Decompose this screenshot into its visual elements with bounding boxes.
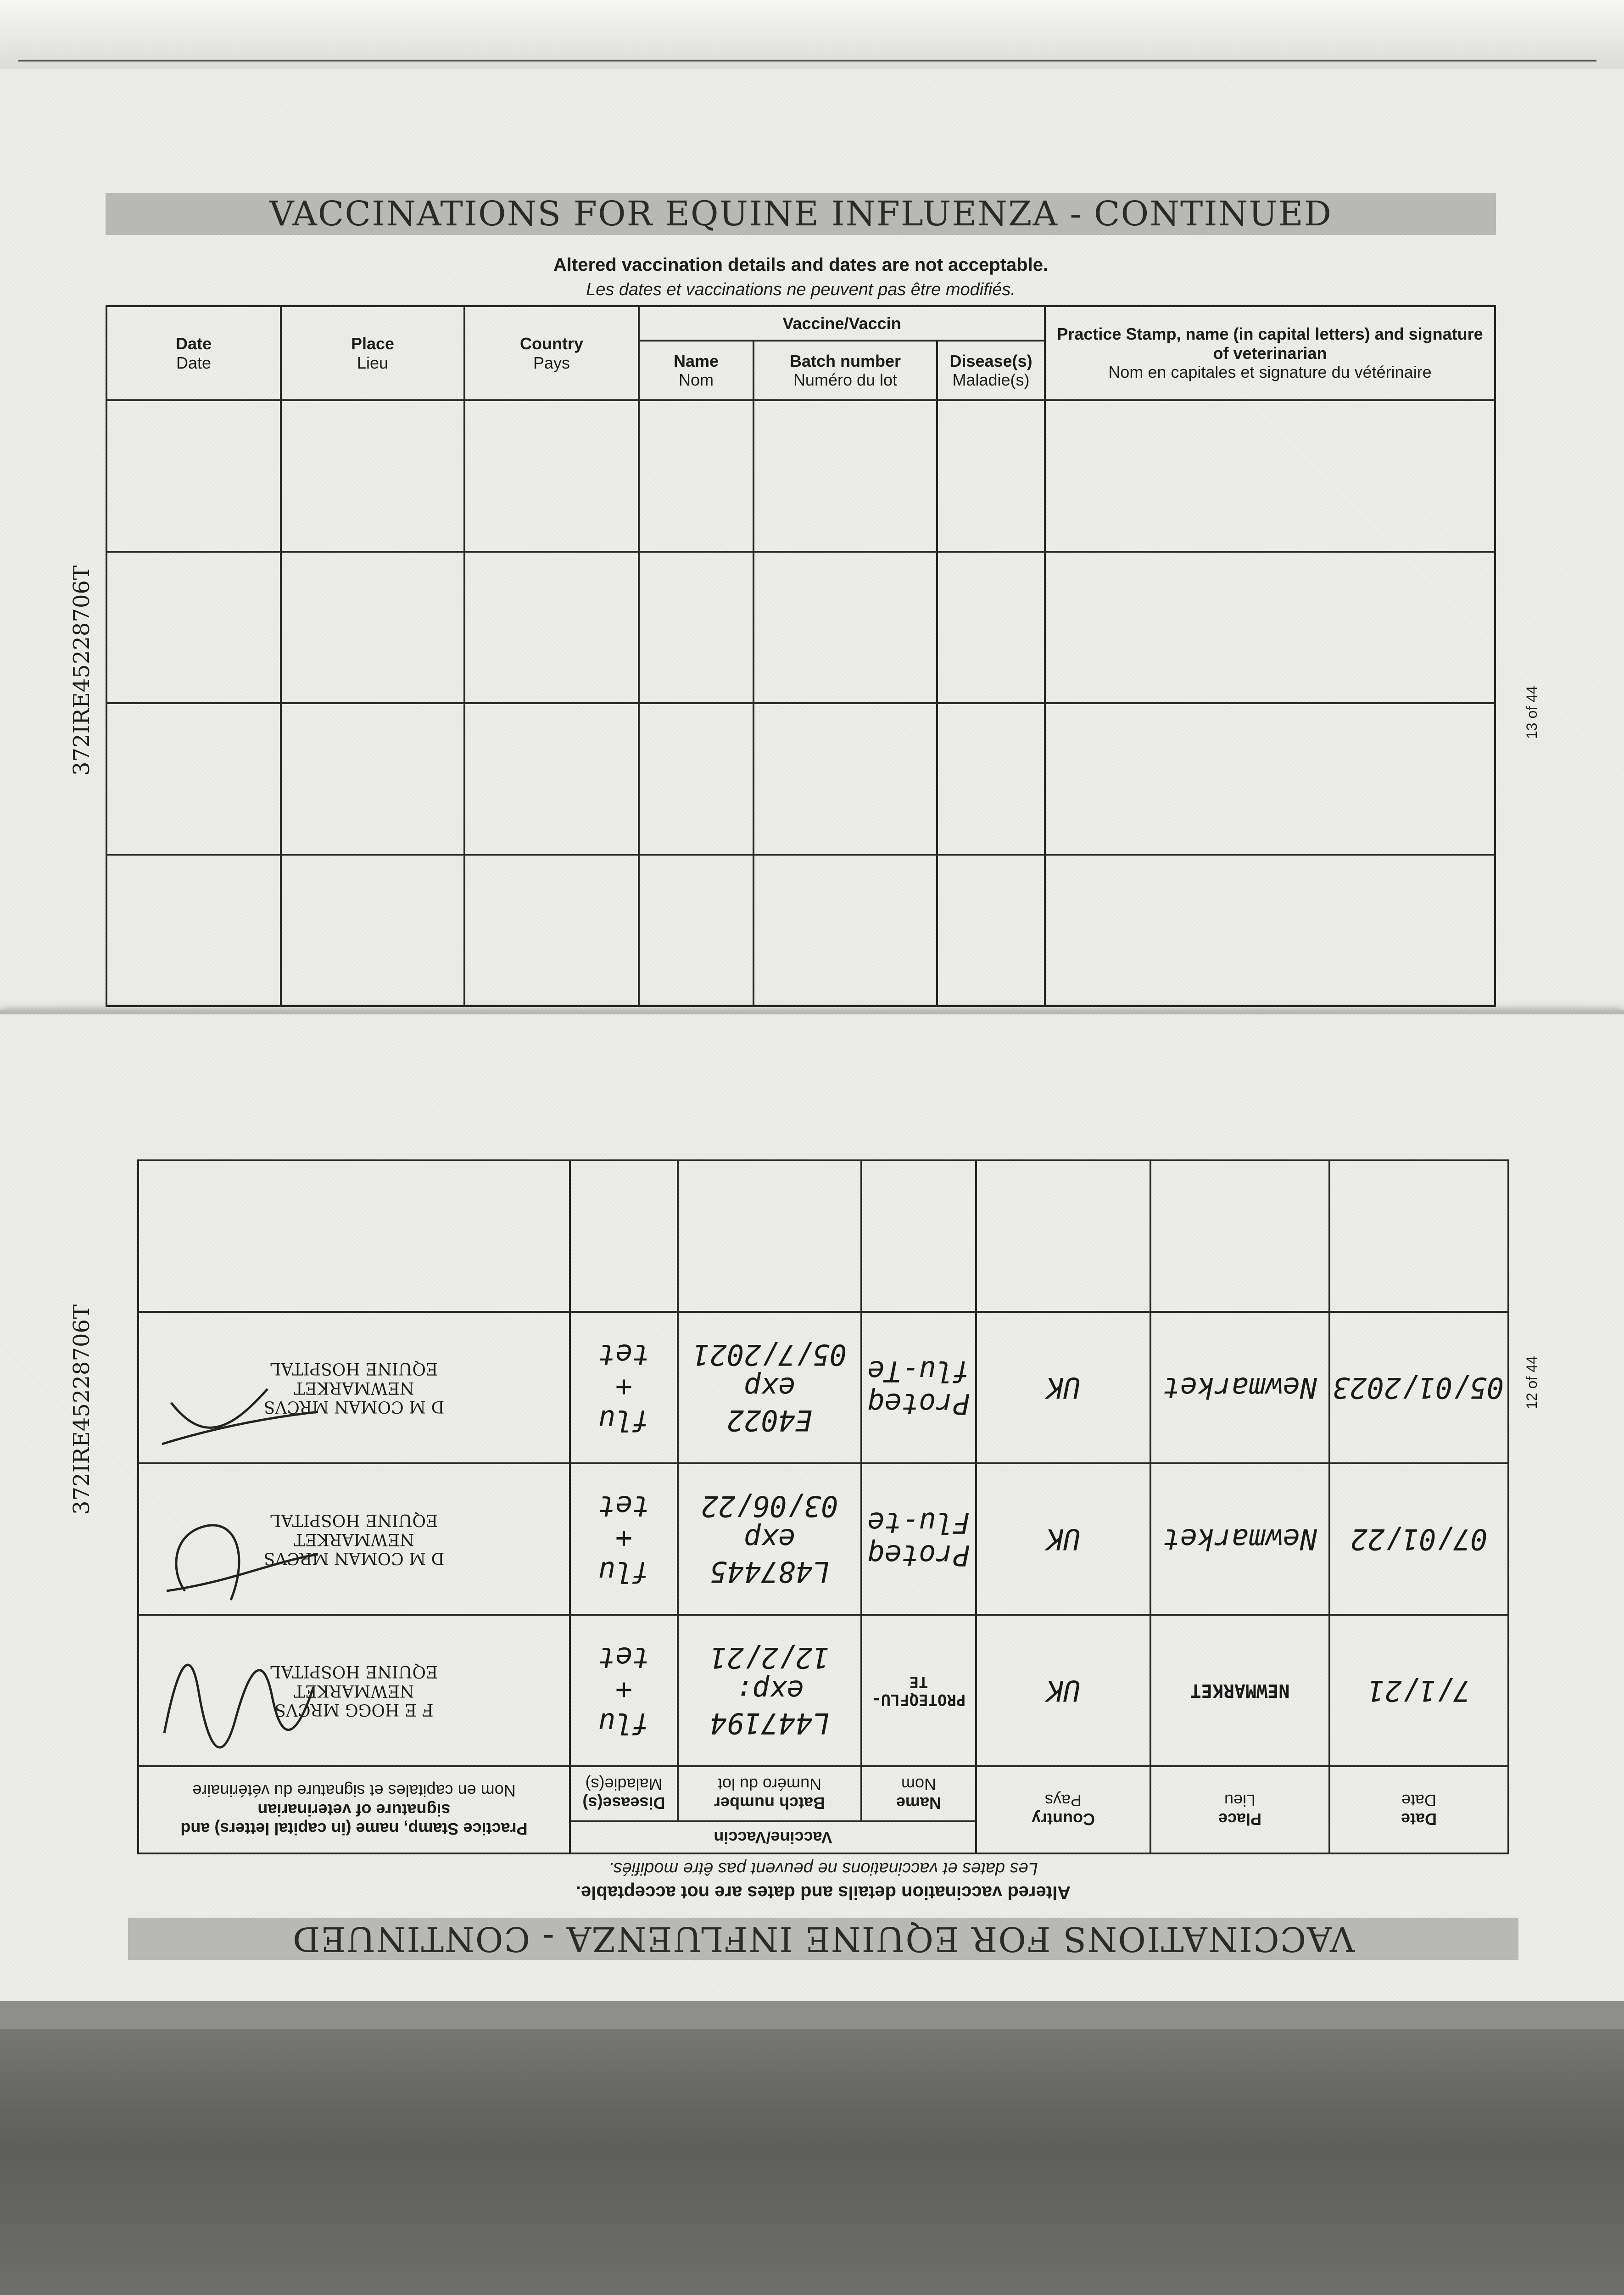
cell-vet-stamp: D M COMAN MRCVS NEWMARKET EQUINE HOSPITAL — [138, 1312, 570, 1463]
notice-en: Altered vaccination details and dates are not acceptable. — [553, 255, 1049, 275]
cell-disease: flu + tet — [570, 1615, 678, 1766]
notice-en-lower: Altered vaccination details and dates are not acceptable. — [575, 1882, 1071, 1903]
cell-name: Proteq flu-Te — [861, 1312, 976, 1463]
cell-vet-stamp: D M COMAN MRCVS NEWMARKET EQUINE HOSPITAL — [138, 1463, 570, 1615]
scan-edge-band — [0, 2001, 1624, 2029]
passport-number-upper: 372IRE45228706T — [69, 565, 95, 776]
header-disease: Disease(s) Maladie(s) — [937, 341, 1045, 400]
cell-place: Newmarket — [1150, 1463, 1329, 1615]
page-title: VACCINATIONS FOR EQUINE INFLUENZA - CONTINUED — [106, 193, 1496, 235]
table-row — [138, 1312, 1508, 1463]
header-name: Name Nom — [639, 341, 753, 400]
header-vaccine-group: Vaccine/Vaccin — [570, 1821, 976, 1853]
page-title-lower: VACCINATIONS FOR EQUINE INFLUENZA - CONTINUED — [128, 1918, 1518, 1960]
table-row — [138, 1615, 1508, 1766]
header-batch: Batch number Numéro du lot — [753, 341, 937, 400]
header-vaccine-group: Vaccine/Vaccin — [639, 306, 1045, 341]
passport-number-lower: 372IRE45228706T — [69, 1304, 95, 1515]
table-row — [138, 1463, 1508, 1615]
scan-rule — [18, 60, 1596, 62]
cell-place: NEWMARKET — [1150, 1615, 1329, 1766]
header-name: Name Nom — [861, 1766, 976, 1821]
page-label-lower: 12 of 44 — [1524, 1356, 1540, 1409]
cell-country: UK — [976, 1615, 1150, 1766]
passport-page-13 — [0, 69, 1624, 1014]
cell-country: UK — [976, 1463, 1150, 1615]
header-disease: Disease(s) Maladie(s) — [570, 1766, 678, 1821]
header-country: Country Pays — [976, 1766, 1150, 1853]
vaccination-table-upper — [106, 305, 1496, 1007]
signature-icon — [157, 1357, 323, 1458]
scan-bottom-edge — [0, 2001, 1624, 2295]
cell-country: UK — [976, 1312, 1150, 1463]
table-row — [106, 400, 1495, 552]
cell-date: 07/01/22 — [1329, 1463, 1508, 1615]
cell-vet-stamp: F E HOGG MRCVS NEWMARKET EQUINE HOSPITAL — [138, 1615, 570, 1766]
cell-disease: flu + tet — [570, 1463, 678, 1615]
scan-top-edge — [0, 0, 1624, 69]
header-date: Date Date — [1329, 1766, 1508, 1853]
signature-icon — [157, 1660, 323, 1761]
header-stamp: Practice Stamp, name (in capital letters) and signature of veterinarian Nom en capitales et signature du vétérinaire — [138, 1766, 570, 1853]
flipped-page-content — [0, 1014, 1624, 2001]
cell-disease: flu + tet — [570, 1312, 678, 1463]
cell-date: 7/1/21 — [1329, 1615, 1508, 1766]
cell-place: Newmarket — [1150, 1312, 1329, 1463]
table-row — [106, 855, 1495, 1006]
header-batch: Batch number Numéro du lot — [678, 1766, 861, 1821]
page-label-upper: 13 of 44 — [1524, 686, 1540, 739]
notice-fr-lower: Les dates et vaccinations ne peuvent pas être modifiés. — [608, 1859, 1038, 1878]
cell-name: PROTEQFLU-TE — [861, 1615, 976, 1766]
header-country: Country Pays — [464, 306, 639, 400]
cell-batch: E4022 exp 05/7/2021 — [678, 1312, 861, 1463]
header-stamp: Practice Stamp, name (in capital letters) and signature of veterinarian Nom en capitales et signature du vétérinaire — [1045, 306, 1495, 400]
cell-date: 05/01/2023 — [1329, 1312, 1508, 1463]
vaccination-table-lower — [137, 1159, 1509, 1854]
table-row — [106, 703, 1495, 855]
cell-name: Proteq Flu-te — [861, 1463, 976, 1615]
signature-icon — [157, 1508, 323, 1609]
table-row — [106, 552, 1495, 703]
header-place: Place Lieu — [1150, 1766, 1329, 1853]
table-row — [138, 1160, 1508, 1312]
passport-page-12 — [0, 1014, 1624, 2001]
cell-batch: L447194 exp: 12/2/21 — [678, 1615, 861, 1766]
notice-fr: Les dates et vaccinations ne peuvent pas être modifiés. — [586, 280, 1016, 299]
cell-batch: L487445 exp 03/06/22 — [678, 1463, 861, 1615]
header-date: Date Date — [106, 306, 281, 400]
header-place: Place Lieu — [281, 306, 464, 400]
